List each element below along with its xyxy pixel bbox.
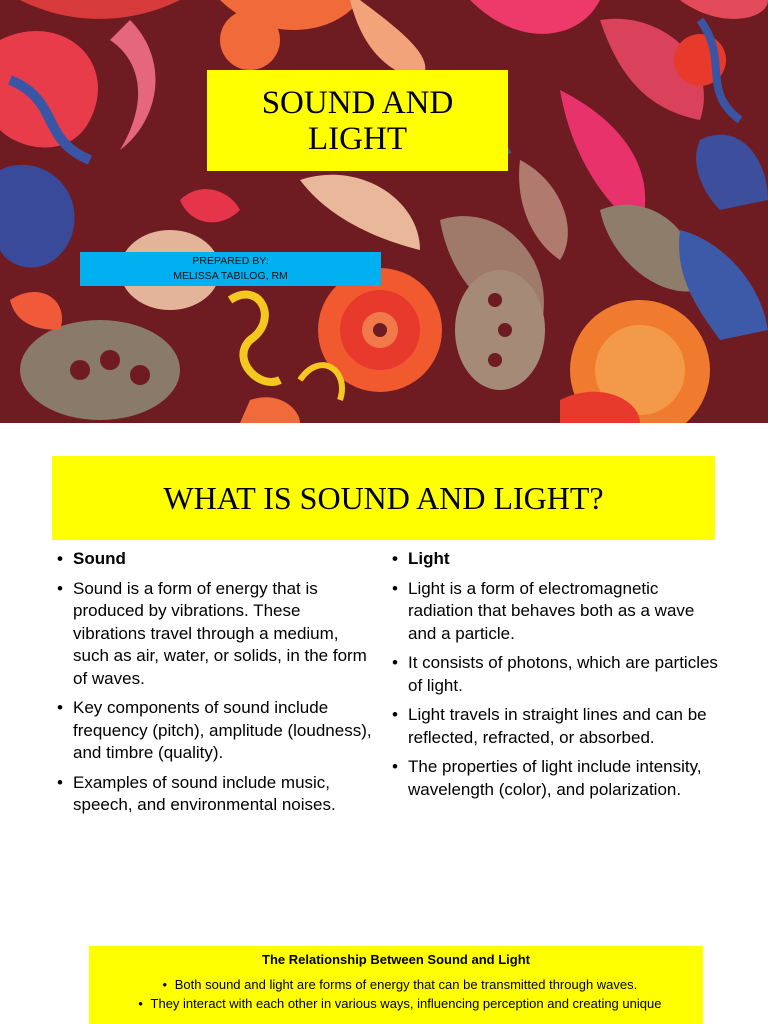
heading-box — [52, 456, 715, 540]
content-slide — [0, 423, 768, 943]
list-item: • Light is a form of electromagnetic radiation that behaves both as a wave and a particle. — [391, 578, 721, 646]
prepared-by-label: PREPARED BY: — [192, 255, 269, 267]
presentation-title: SOUND AND LIGHT — [261, 84, 454, 157]
sound-heading: • Sound — [56, 548, 376, 571]
list-item-text: They interact with each other in various ways, influencing perception and creating unique — [150, 996, 662, 1011]
relationship-title: The Relationship Between Sound and Light — [262, 952, 530, 967]
list-item: • They interact with each other in various ways, influencing perception and creating unique — [138, 996, 662, 1011]
relationship-box — [89, 946, 703, 1024]
list-item: • Both sound and light are forms of energy that can be transmitted through waves. — [162, 977, 638, 992]
title-box — [207, 70, 508, 171]
light-column — [391, 548, 721, 808]
list-item-text: Both sound and light are forms of energy that can be transmitted through waves. — [174, 977, 638, 992]
prepared-by-box — [80, 252, 381, 286]
list-item: • Light travels in straight lines and can be reflected, refracted, or absorbed. — [391, 704, 721, 749]
list-item: • Sound is a form of energy that is produced by vibrations. These vibrations travel through a medium, such as air, water, or solids, in the form of waves. — [56, 578, 376, 691]
author-name: MELISSA TABILOG, RM — [173, 270, 288, 282]
light-heading: • Light — [391, 548, 721, 571]
sound-column — [56, 548, 376, 824]
list-item: • The properties of light include intensity, wavelength (color), and polarization. — [391, 756, 721, 801]
decorative-floral-pattern — [0, 0, 768, 423]
slide-heading: WHAT IS SOUND AND LIGHT? — [163, 479, 604, 516]
list-item: • Key components of sound include frequency (pitch), amplitude (loudness), and timbre (quality). — [56, 697, 376, 765]
title-slide — [0, 0, 768, 423]
list-item: • It consists of photons, which are particles of light. — [391, 652, 721, 697]
list-item: • Examples of sound include music, speech, and environmental noises. — [56, 772, 376, 817]
